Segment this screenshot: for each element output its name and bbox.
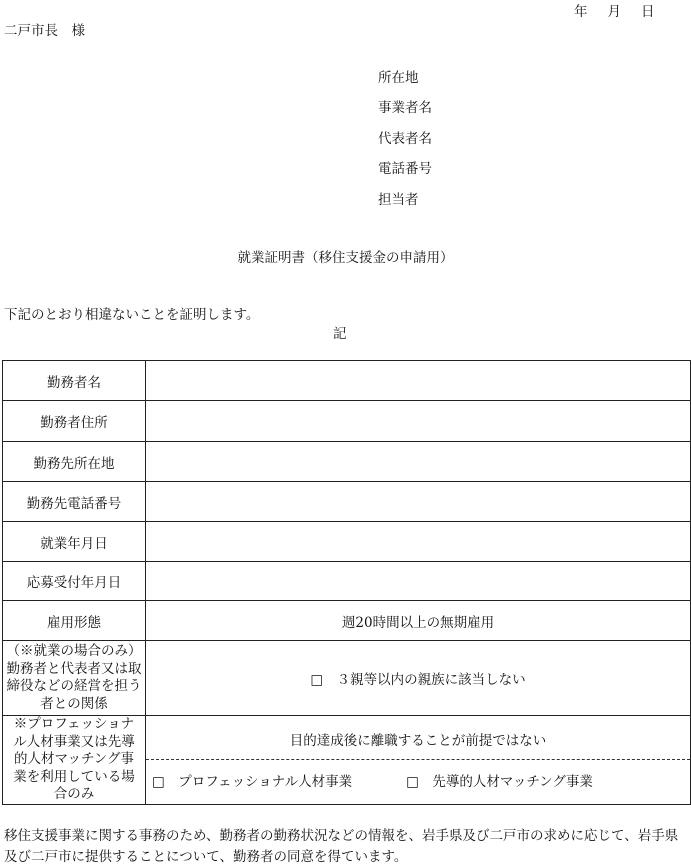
professional-label-line: 的人材マッチング事 xyxy=(13,751,134,767)
addressee: 二戸市長 様 xyxy=(4,23,85,39)
relation-label-line: 締役などの経営を担う xyxy=(6,678,142,694)
table-row xyxy=(3,601,691,641)
worker-address-field[interactable] xyxy=(146,401,691,442)
relation-label-line: 者との関係 xyxy=(40,695,108,712)
date-day: 日 xyxy=(641,4,655,20)
professional-options xyxy=(146,760,690,800)
table-row xyxy=(3,641,691,716)
date-year: 年 xyxy=(574,4,588,20)
professional-label xyxy=(3,716,146,805)
applicant-address-label: 所在地 xyxy=(378,70,419,86)
employment-date-field[interactable] xyxy=(146,522,691,562)
table-row xyxy=(3,482,691,522)
relation-checkbox[interactable]: □ ３親等以内の親族に該当しない xyxy=(146,641,691,716)
application-date-field[interactable] xyxy=(146,562,691,601)
relation-label xyxy=(3,641,146,716)
workplace-phone-label: 勤務先電話番号 xyxy=(3,482,146,522)
employment-type-value: 週20時間以上の無期雇用 xyxy=(146,601,691,641)
option-professional-checkbox[interactable]: □ プロフェッショナル人材事業 xyxy=(152,773,353,790)
document-title: 就業証明書（移住支援金の申請用） xyxy=(237,250,454,266)
employment-certificate-table xyxy=(2,360,691,805)
employment-date-label: 就業年月日 xyxy=(3,522,146,562)
professional-label-line: 業を利用している場 xyxy=(13,768,135,785)
consent-text: 移住支援事業に関する事務のため、勤務者の勤務状況などの情報を、岩手県及び二戸市の求めに応じて、岩手県及び二戸市に提供することについて、勤務者の同意を得ています。 xyxy=(4,828,679,865)
intro-text: 下記のとおり相違ないことを証明します。 xyxy=(4,307,260,323)
table-row xyxy=(3,716,691,805)
worker-name-label: 勤務者名 xyxy=(3,361,146,401)
professional-label-line: ※プロフェッショナ xyxy=(13,716,135,732)
employment-type-label: 雇用形態 xyxy=(3,601,146,641)
workplace-address-field[interactable] xyxy=(146,442,691,482)
application-date-label: 応募受付年月日 xyxy=(3,562,146,601)
applicant-business-name-label: 事業者名 xyxy=(378,100,432,116)
table-row xyxy=(3,522,691,562)
applicant-phone-label: 電話番号 xyxy=(378,161,432,177)
date-line xyxy=(574,0,655,20)
relation-label-line: （※就業の場合のみ） xyxy=(6,643,142,659)
table-row xyxy=(3,442,691,482)
professional-statement: 目的達成後に離職することが前提ではない xyxy=(146,720,690,760)
professional-label-line: ル人材事業又は先導 xyxy=(13,733,135,750)
workplace-phone-field[interactable] xyxy=(146,482,691,522)
table-row xyxy=(3,562,691,601)
date-month: 月 xyxy=(607,4,621,20)
professional-value-cell xyxy=(146,716,691,805)
worker-address-label: 勤務者住所 xyxy=(3,401,146,442)
option-matching-checkbox[interactable]: □ 先導的人材マッチング事業 xyxy=(406,773,593,790)
professional-label-line: 合のみ xyxy=(53,786,95,802)
workplace-address-label: 勤務先所在地 xyxy=(3,442,146,482)
table-row xyxy=(3,401,691,442)
ki-marker: 記 xyxy=(333,326,347,342)
worker-name-field[interactable] xyxy=(146,361,691,401)
table-row xyxy=(3,361,691,401)
applicant-contact-person-label: 担当者 xyxy=(378,192,419,208)
applicant-representative-label: 代表者名 xyxy=(378,131,432,147)
relation-label-line: 勤務者と代表者又は取 xyxy=(6,660,142,677)
